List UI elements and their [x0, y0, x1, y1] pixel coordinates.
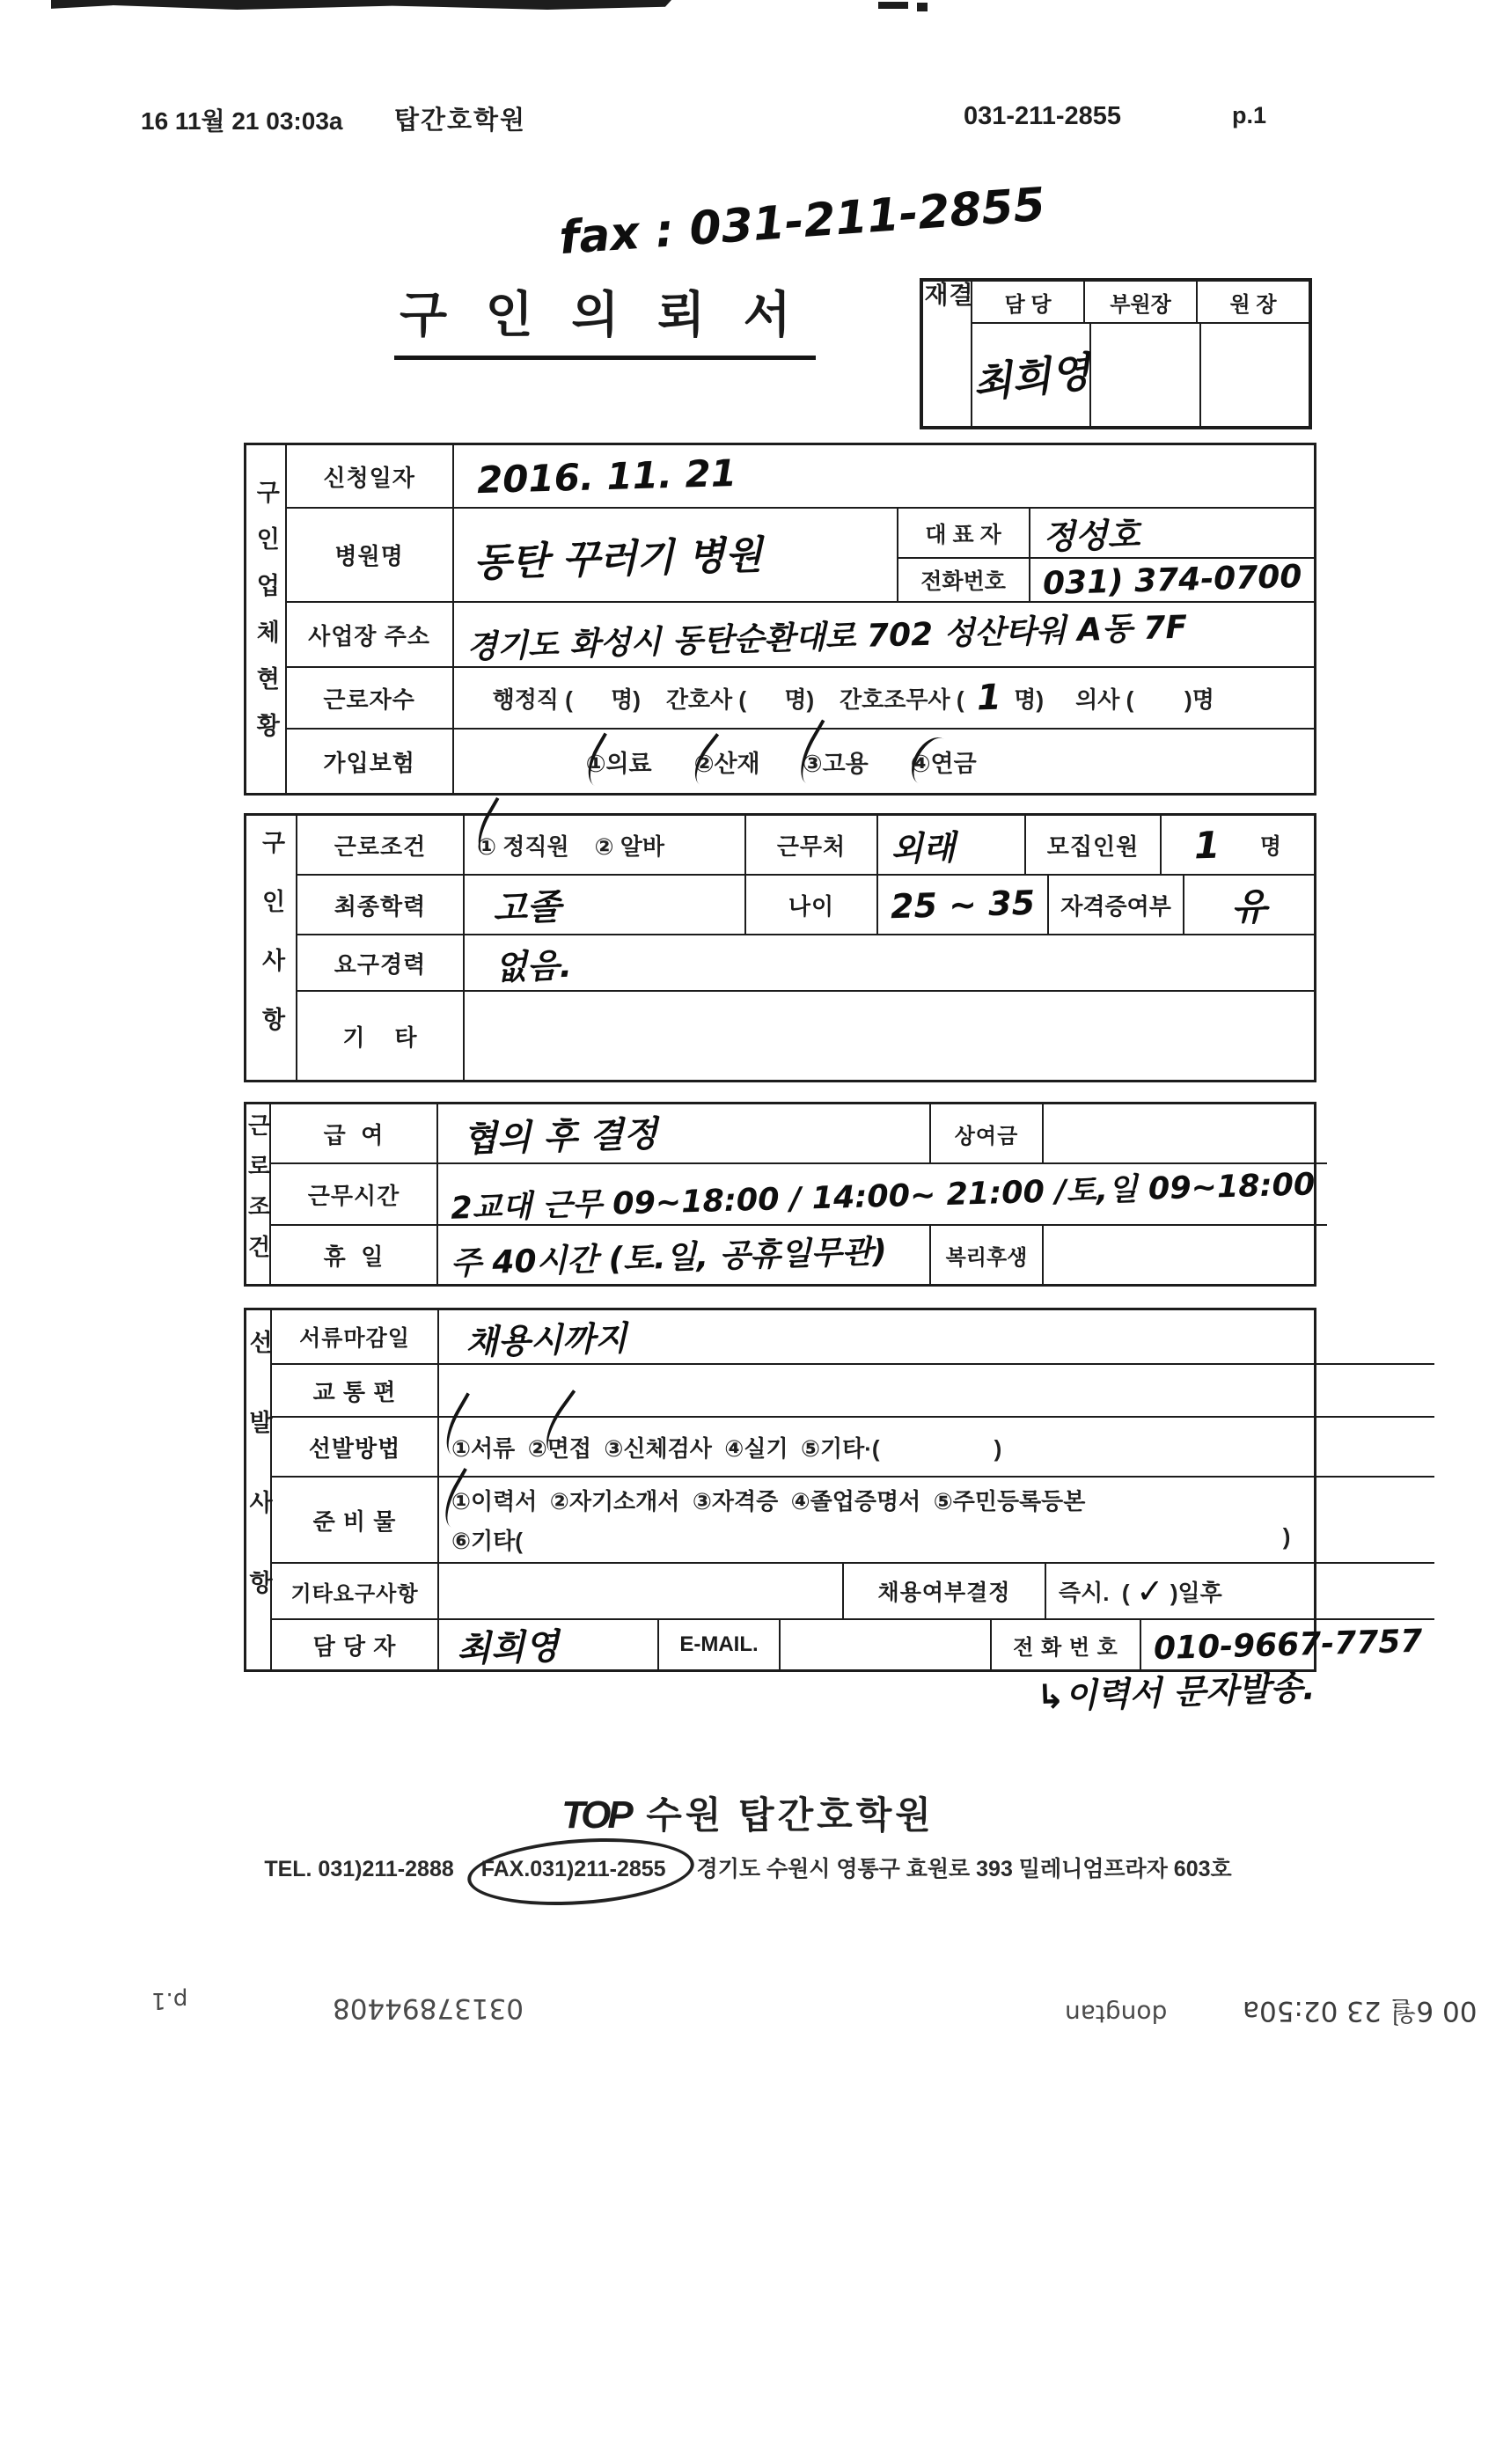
- representative-value: 정성호: [1042, 515, 1140, 557]
- method-value: ①서류 ②면접 ③신체검사 ④실기 ⑤기타·( ): [451, 1434, 1002, 1462]
- salary-label: 급 여: [323, 1121, 385, 1148]
- insurance-item-pension: ④연금: [911, 744, 977, 779]
- hospital-phone-row: [898, 557, 1314, 601]
- scan-artifact-mark: [917, 3, 928, 11]
- headcount-label: 모집인원: [1024, 816, 1160, 874]
- documents-value-cell: [437, 1478, 1434, 1562]
- documents-line-2: [451, 1523, 1422, 1556]
- hospital-phone-label: 전화번호: [920, 569, 1006, 594]
- labor-side-label: 근로조건: [245, 1113, 271, 1275]
- selection-table: [244, 1308, 1423, 1672]
- bottom-strip-code: 03137894408: [333, 1992, 524, 2024]
- workplace-value-cell: [876, 816, 1024, 874]
- handwritten-note: ↳이력서 문자발송.: [1036, 1668, 1316, 1717]
- hospital-phone-value: 031) 374-0700: [1042, 558, 1302, 602]
- holiday-value: 주 40시간 (토.일, 공휴일무관): [450, 1233, 888, 1282]
- manager-value-cell: [437, 1620, 657, 1669]
- deadline-value: 채용시까지: [465, 1317, 628, 1362]
- selection-side-label: 선발사항: [246, 1330, 272, 1650]
- approval-side-text: 결재: [921, 282, 973, 356]
- labor-conditions-table: [244, 1102, 1316, 1287]
- apply-date-row: [287, 445, 1314, 507]
- job-etc-row: [297, 990, 1314, 1080]
- hospital-value: 동탄 꾸러기 병원: [473, 532, 763, 586]
- approval-col-staff: 담 당: [1004, 292, 1052, 317]
- age-label: 나이: [744, 876, 876, 934]
- insurance-item-employment: ③고용: [803, 744, 869, 779]
- decision-check-mark: ✓: [1135, 1571, 1165, 1611]
- method-value-cell: [437, 1418, 1434, 1476]
- holiday-row: [271, 1224, 1327, 1284]
- pen-circle-mark: [465, 1831, 696, 1912]
- bottom-strip-name: dongtan: [1065, 1999, 1168, 2028]
- method-label: 선발방법: [308, 1434, 401, 1462]
- experience-row: [297, 934, 1314, 990]
- job-etc-label: 기 타: [342, 1023, 418, 1051]
- address-value-cell: [452, 603, 1314, 666]
- age-value-cell: [876, 876, 1047, 934]
- work-condition-options: ① 정직원 ② 알바: [477, 832, 664, 860]
- work-condition-row: [297, 816, 1314, 874]
- scan-artifact-streak: [51, 0, 671, 10]
- approval-empty-cell: [1199, 324, 1309, 426]
- experience-label: 요구경력: [334, 950, 427, 978]
- labor-side-strip: [246, 1104, 271, 1284]
- fax-header-number: 031-211-2855: [964, 102, 1121, 130]
- selection-side-strip: [246, 1310, 272, 1669]
- email-label: E-MAIL.: [657, 1620, 779, 1669]
- documents-row: [272, 1476, 1434, 1562]
- education-value: 고졸: [492, 886, 562, 929]
- job-etc-value-cell: [463, 992, 1314, 1080]
- approval-header-row: [972, 282, 1309, 324]
- job-side-label: 구인사항: [258, 830, 285, 1066]
- education-row: [297, 874, 1314, 934]
- hospital-value-cell: [452, 509, 897, 601]
- other-requirements-value-cell: [437, 1564, 842, 1618]
- fax-header-sender: 탑간호학원: [394, 106, 527, 135]
- manager-name: 최희영: [456, 1625, 560, 1670]
- work-condition-options-cell: [463, 816, 744, 874]
- footer-address: 경기도 수원시 영통구 효원로 393 밀레니엄프라자 603호: [696, 1857, 1232, 1881]
- manager-label: 담 당 자: [312, 1632, 397, 1660]
- documents-etc-close: ): [1282, 1523, 1291, 1550]
- workers-handwritten-count: 1: [976, 677, 1002, 719]
- company-info-table: [244, 443, 1316, 796]
- hospital-label: 병원명: [334, 543, 404, 569]
- manager-phone-label: 전 화 번 호: [990, 1620, 1140, 1669]
- holiday-value-cell: [436, 1226, 929, 1284]
- salary-value: 협의 후 결정: [462, 1113, 658, 1160]
- workplace-label: 근무처: [744, 816, 876, 874]
- decision-text-pre: 즉시. (: [1059, 1579, 1136, 1606]
- insurance-label: 가입보험: [323, 749, 415, 776]
- footer-logo-line: [0, 1786, 1496, 1839]
- email-value-cell: [779, 1620, 990, 1669]
- hours-value: 2교대 근무 09~18:00 / 14:00~ 21:00 /토,일 09~18:00: [450, 1167, 1316, 1227]
- fax-header-page: p.1: [1232, 102, 1267, 128]
- address-row: [287, 601, 1314, 666]
- workers-label: 근로자수: [323, 686, 415, 713]
- approval-side-label: [923, 282, 972, 426]
- job-side-strip: [246, 816, 297, 1080]
- job-request-table: [244, 813, 1316, 1082]
- workers-text-2: 명) 의사 ( )명: [1001, 686, 1214, 713]
- headcount-value-cell: [1160, 816, 1314, 874]
- footer-contact-line: [0, 1852, 1496, 1883]
- certificate-value: 유: [1230, 884, 1268, 929]
- other-requirements-row: [272, 1562, 1434, 1618]
- fax-header-datetime: 16 11월 21 03:03a: [141, 107, 343, 135]
- company-side-strip: [246, 445, 287, 793]
- scan-artifact-mark: [878, 2, 908, 9]
- bottom-strip-datetime: 00 6월 23 02:50a: [1243, 1995, 1478, 2027]
- documents-line-1: ①이력서 ②자기소개서 ③자격증 ④졸업증명서 ⑤주민등록등본: [451, 1488, 1086, 1514]
- headcount-unit: 명: [1259, 834, 1282, 859]
- deadline-label: 서류마감일: [299, 1326, 410, 1351]
- workers-text-1: 행정직 ( 명) 간호사 ( 명) 간호조무사 (: [492, 686, 977, 713]
- workers-row: [287, 666, 1314, 728]
- academy-logo-icon: TOP: [561, 1793, 630, 1837]
- apply-date-label: 신청일자: [323, 464, 415, 491]
- apply-date-value-cell: [452, 445, 1314, 507]
- approval-signature-row: [972, 324, 1309, 426]
- manager-phone-value: 010-9667-7757: [1153, 1623, 1423, 1667]
- document-title: 구 인 의 뢰 서: [394, 276, 816, 360]
- company-side-label: 구인업체현황: [253, 479, 280, 759]
- deadline-value-cell: [437, 1310, 1434, 1363]
- approval-col-vicedirector: 부원장: [1083, 282, 1196, 322]
- decision-label: 채용여부결정: [842, 1564, 1045, 1618]
- experience-value-cell: [463, 935, 1314, 990]
- salary-row: [271, 1104, 1327, 1162]
- transport-label: 교 통 편: [312, 1378, 397, 1405]
- hospital-phone-value-cell: [1029, 559, 1314, 601]
- academy-name: 수원 탑간호학원: [646, 1794, 935, 1836]
- approval-signature-cell: [970, 324, 1093, 426]
- hours-value-cell: [436, 1164, 1327, 1227]
- decision-value-cell: [1045, 1564, 1434, 1618]
- other-requirements-label: 기타요구사항: [290, 1581, 419, 1606]
- representative-label: 대 표 자: [925, 522, 1001, 547]
- footer-fax: FAX.031)211-2855: [480, 1857, 666, 1881]
- holiday-label: 휴 일: [323, 1243, 385, 1270]
- representative-row: [898, 509, 1314, 557]
- representative-value-cell: [1029, 509, 1314, 557]
- footer-tel: TEL. 031)211-2888: [264, 1857, 454, 1881]
- bonus-value-cell: [1042, 1104, 1327, 1162]
- footer-fax-wrap: [481, 1857, 666, 1882]
- handwritten-fax-number: fax : 031-211-2855: [557, 178, 1047, 266]
- hospital-contact-stack: [897, 509, 1314, 601]
- documents-etc-open: ⑥기타(: [451, 1528, 523, 1554]
- headcount-value: 1: [1193, 823, 1221, 867]
- documents-label: 준 비 물: [312, 1507, 397, 1535]
- education-value-cell: [463, 876, 744, 934]
- education-label: 최종학력: [334, 892, 427, 920]
- approval-col-director: 원 장: [1196, 282, 1309, 322]
- workplace-value: 외래: [890, 827, 957, 869]
- deadline-row: [272, 1310, 1434, 1363]
- bottom-strip-page: p.1: [151, 1987, 188, 2013]
- experience-value: 없음.: [494, 945, 573, 986]
- hours-label: 근무시간: [307, 1182, 400, 1209]
- address-label: 사업장 주소: [308, 622, 430, 649]
- insurance-row: [287, 728, 1314, 793]
- hospital-row: [287, 507, 1314, 601]
- approval-empty-cell: [1089, 324, 1199, 426]
- transport-row: [272, 1363, 1434, 1416]
- welfare-label: 복리후생: [929, 1226, 1042, 1284]
- insurance-value-cell: [452, 730, 1314, 793]
- certificate-value-cell: [1183, 876, 1314, 934]
- bonus-label: 상여금: [929, 1104, 1042, 1162]
- salary-value-cell: [436, 1104, 929, 1162]
- welfare-value-cell: [1042, 1226, 1327, 1284]
- method-row: [272, 1416, 1434, 1476]
- certificate-label: 자격증여부: [1047, 876, 1183, 934]
- workers-value-cell: [452, 668, 1314, 728]
- age-value: 25 ~ 35: [890, 883, 1036, 927]
- hours-row: [271, 1162, 1327, 1227]
- approval-signature: 최희영: [970, 348, 1093, 407]
- address-value: 경기도 화성시 동탄순환대로 702 성산타워 A동 7F: [466, 609, 1188, 665]
- insurance-item-medical: ①의료: [586, 744, 652, 779]
- apply-date-value: 2016. 11. 21: [475, 451, 737, 502]
- approval-grid: [972, 282, 1309, 426]
- approval-box: [920, 278, 1312, 429]
- work-condition-label: 근로조건: [334, 832, 427, 860]
- decision-text-post: )일후: [1163, 1579, 1222, 1606]
- insurance-item-industrial: ②산재: [694, 744, 760, 779]
